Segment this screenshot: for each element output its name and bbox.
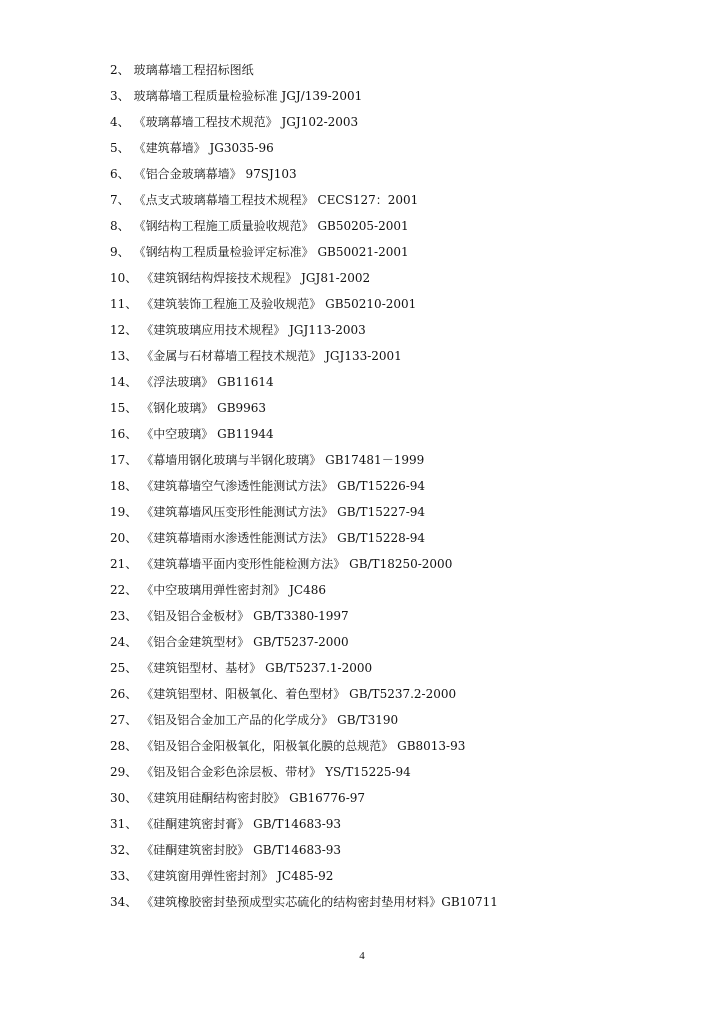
list-item <box>110 710 700 736</box>
item-separator: 、 <box>117 167 130 181</box>
item-number: 3 <box>110 89 118 103</box>
list-item <box>110 788 700 814</box>
item-text: 《建筑幕墙》 JG3035-96 <box>133 141 274 155</box>
list-item <box>110 86 700 112</box>
list-item <box>110 138 700 164</box>
item-separator: 、 <box>125 531 138 545</box>
item-text: 《中空玻璃用弹性密封剂》 JC486 <box>141 583 327 597</box>
item-text: 《建筑幕墙风压变形性能测试方法》 GB/T15227-94 <box>141 505 426 519</box>
list-item <box>110 112 700 138</box>
item-separator: 、 <box>125 297 138 311</box>
item-number: 32 <box>110 843 126 857</box>
item-separator: 、 <box>117 245 130 259</box>
item-number: 18 <box>110 479 126 493</box>
item-separator: 、 <box>125 453 138 467</box>
list-item <box>110 450 700 476</box>
item-number: 21 <box>110 557 126 571</box>
item-text: 《建筑橡胶密封垫预成型实芯硫化的结构密封垫用材料》GB10711 <box>141 895 498 909</box>
list-item <box>110 502 700 528</box>
item-separator: 、 <box>125 505 138 519</box>
list-item <box>110 346 700 372</box>
item-separator: 、 <box>117 219 130 233</box>
item-number: 31 <box>110 817 126 831</box>
item-text: 《钢结构工程质量检验评定标准》 GB50021-2001 <box>133 245 409 259</box>
item-separator: 、 <box>125 635 138 649</box>
item-text: 《中空玻璃》 GB11944 <box>141 427 274 441</box>
item-text: 《建筑幕墙空气渗透性能测试方法》 GB/T15226-94 <box>141 479 426 493</box>
list-item <box>110 528 700 554</box>
item-text: 《建筑幕墙雨水渗透性能测试方法》 GB/T15228-94 <box>141 531 426 545</box>
item-number: 13 <box>110 349 126 363</box>
item-number: 28 <box>110 739 126 753</box>
item-number: 7 <box>110 193 118 207</box>
item-text: 《玻璃幕墙工程技术规范》 JGJ102-2003 <box>133 115 359 129</box>
item-separator: 、 <box>125 375 138 389</box>
item-number: 33 <box>110 869 126 883</box>
item-text: 《硅酮建筑密封膏》 GB/T14683-93 <box>141 817 342 831</box>
list-item <box>110 606 700 632</box>
item-separator: 、 <box>117 115 130 129</box>
item-number: 29 <box>110 765 126 779</box>
item-number: 16 <box>110 427 126 441</box>
list-item <box>110 840 700 866</box>
list-item <box>110 736 700 762</box>
list-item <box>110 814 700 840</box>
item-text: 《建筑幕墙平面内变形性能检测方法》 GB/T18250-2000 <box>141 557 453 571</box>
item-separator: 、 <box>125 583 138 597</box>
list-item <box>110 190 700 216</box>
item-number: 4 <box>110 115 118 129</box>
item-separator: 、 <box>125 609 138 623</box>
item-text: 《铝及铝合金彩色涂层板、带材》 YS/T15225-94 <box>141 765 411 779</box>
item-number: 5 <box>110 141 118 155</box>
item-number: 15 <box>110 401 126 415</box>
list-item <box>110 216 700 242</box>
item-text: 《铝合金建筑型材》 GB/T5237-2000 <box>141 635 349 649</box>
item-number: 11 <box>110 297 126 311</box>
item-separator: 、 <box>117 141 130 155</box>
list-item <box>110 60 700 86</box>
item-text: 《建筑装饰工程施工及验收规范》 GB50210-2001 <box>141 297 417 311</box>
item-separator: 、 <box>117 63 130 77</box>
list-item <box>110 294 700 320</box>
item-number: 9 <box>110 245 118 259</box>
item-text: 《浮法玻璃》 GB11614 <box>141 375 274 389</box>
item-text: 《建筑用硅酮结构密封胶》 GB16776-97 <box>141 791 366 805</box>
item-text: 《铝及铝合金加工产品的化学成分》 GB/T3190 <box>141 713 399 727</box>
item-separator: 、 <box>125 765 138 779</box>
item-separator: 、 <box>125 323 138 337</box>
item-separator: 、 <box>117 89 130 103</box>
item-number: 30 <box>110 791 126 805</box>
item-text: 《建筑铝型材、阳极氧化、着色型材》 GB/T5237.2-2000 <box>141 687 457 701</box>
item-text: 《铝合金玻璃幕墙》 97SJ103 <box>133 167 297 181</box>
item-number: 26 <box>110 687 126 701</box>
item-separator: 、 <box>125 843 138 857</box>
item-text: 玻璃幕墙工程质量检验标准 JGJ/139-2001 <box>133 89 363 103</box>
list-item <box>110 762 700 788</box>
item-number: 8 <box>110 219 118 233</box>
item-text: 《硅酮建筑密封胶》 GB/T14683-93 <box>141 843 342 857</box>
list-item <box>110 372 700 398</box>
list-item <box>110 554 700 580</box>
item-separator: 、 <box>125 739 138 753</box>
item-separator: 、 <box>125 869 138 883</box>
item-separator: 、 <box>117 193 130 207</box>
item-number: 23 <box>110 609 126 623</box>
list-item <box>110 684 700 710</box>
list-item <box>110 892 700 918</box>
list-item <box>110 580 700 606</box>
item-number: 10 <box>110 271 126 285</box>
item-separator: 、 <box>125 713 138 727</box>
item-separator: 、 <box>125 687 138 701</box>
item-number: 22 <box>110 583 126 597</box>
item-text: 《铝及铝合金板材》 GB/T3380-1997 <box>141 609 349 623</box>
list-item <box>110 268 700 294</box>
list-item <box>110 398 700 424</box>
item-separator: 、 <box>125 817 138 831</box>
item-number: 34 <box>110 895 126 909</box>
item-text: 《建筑铝型材、基材》 GB/T5237.1-2000 <box>141 661 373 675</box>
list-item <box>110 424 700 450</box>
item-separator: 、 <box>125 557 138 571</box>
list-item <box>110 866 700 892</box>
list-item <box>110 164 700 190</box>
list-item <box>110 242 700 268</box>
item-text: 《幕墙用钢化玻璃与半钢化玻璃》 GB17481－1999 <box>141 453 425 467</box>
item-text: 《金属与石材幕墙工程技术规范》 JGJ133-2001 <box>141 349 402 363</box>
item-number: 12 <box>110 323 126 337</box>
item-number: 20 <box>110 531 126 545</box>
list-item <box>110 476 700 502</box>
item-separator: 、 <box>125 895 138 909</box>
item-number: 2 <box>110 63 118 77</box>
page-number: 4 <box>359 950 365 962</box>
item-text: 《钢化玻璃》 GB9963 <box>141 401 267 415</box>
item-separator: 、 <box>125 349 138 363</box>
item-separator: 、 <box>125 401 138 415</box>
item-text: 《建筑钢结构焊接技术规程》 JGJ81-2002 <box>141 271 371 285</box>
list-item <box>110 632 700 658</box>
item-separator: 、 <box>125 271 138 285</box>
item-separator: 、 <box>125 661 138 675</box>
item-number: 27 <box>110 713 126 727</box>
item-text: 《建筑窗用弹性密封剂》 JC485-92 <box>141 869 334 883</box>
item-separator: 、 <box>125 479 138 493</box>
item-number: 19 <box>110 505 126 519</box>
list-item <box>110 320 700 346</box>
item-text: 玻璃幕墙工程招标图纸 <box>133 63 254 77</box>
item-text: 《钢结构工程施工质量验收规范》 GB50205-2001 <box>133 219 409 233</box>
item-number: 17 <box>110 453 126 467</box>
reference-list <box>110 60 700 918</box>
item-number: 6 <box>110 167 118 181</box>
item-separator: 、 <box>125 427 138 441</box>
item-text: 《点支式玻璃幕墙工程技术规程》 CECS127：2001 <box>133 193 419 207</box>
item-number: 24 <box>110 635 126 649</box>
item-separator: 、 <box>125 791 138 805</box>
item-number: 25 <box>110 661 126 675</box>
item-text: 《建筑玻璃应用技术规程》 JGJ113-2003 <box>141 323 366 337</box>
item-number: 14 <box>110 375 126 389</box>
item-text: 《铝及铝合金阳极氧化，阳极氧化膜的总规范》 GB8013-93 <box>141 739 466 753</box>
list-item <box>110 658 700 684</box>
